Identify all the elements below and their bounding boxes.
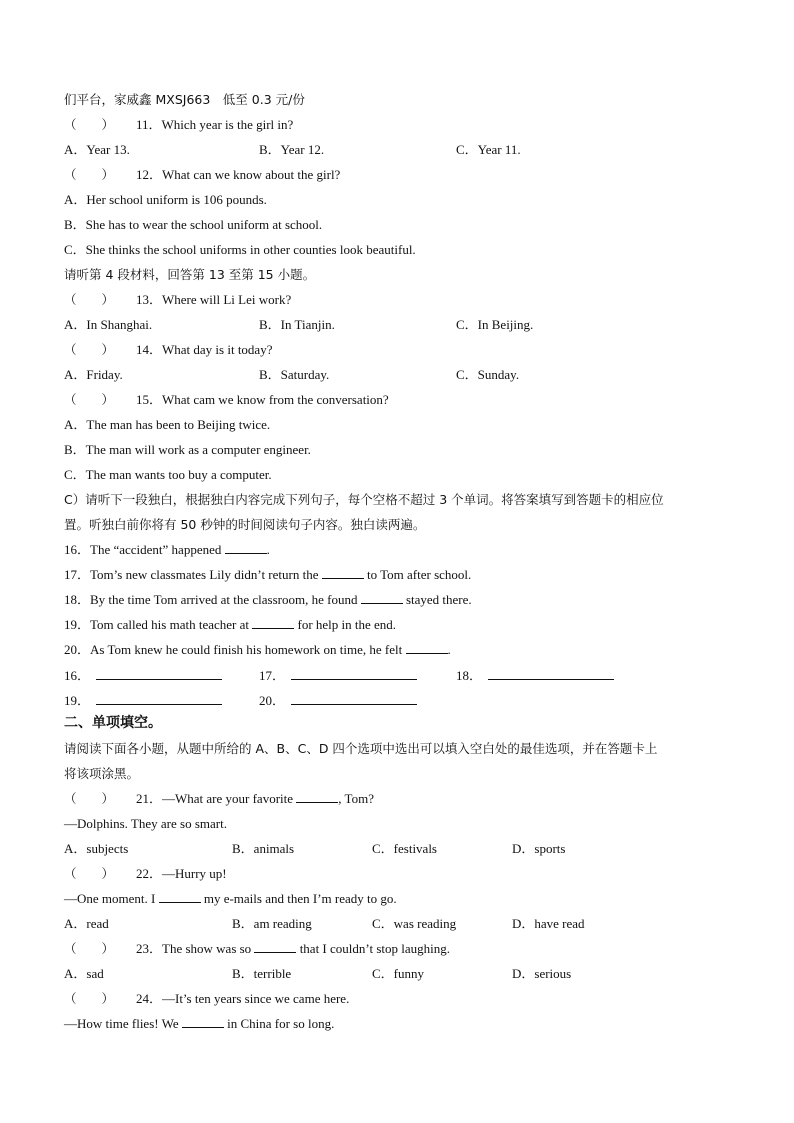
option-a: A．Year 13. bbox=[64, 142, 130, 157]
answer-line-17 bbox=[259, 666, 417, 685]
fill-blank[interactable] bbox=[322, 566, 364, 579]
reply-text: —How time flies! We bbox=[64, 1016, 179, 1031]
question-text: 13．Where will Li Lei work? bbox=[136, 292, 292, 307]
question-text-end: that I couldn’t stop laughing. bbox=[299, 941, 451, 956]
option-a: A．sad bbox=[64, 966, 104, 981]
sentence-17 bbox=[64, 566, 471, 584]
sentence-text-end: . bbox=[447, 642, 451, 657]
option-b: B．The man will work as a computer engineer. bbox=[64, 442, 311, 457]
question-text: 24．—It’s ten years since we came here. bbox=[136, 991, 350, 1006]
sentence-19 bbox=[64, 616, 396, 634]
question-11 bbox=[64, 116, 293, 134]
option-a: A．read bbox=[64, 916, 109, 931]
option-d: D．sports bbox=[512, 841, 566, 856]
question-12 bbox=[64, 166, 340, 184]
option-a: A．Her school uniform is 106 pounds. bbox=[64, 192, 267, 207]
option-b: B．In Tianjin. bbox=[259, 317, 335, 332]
answer-number: 16． bbox=[64, 668, 91, 683]
sentence-text-end: to Tom after school. bbox=[366, 567, 472, 582]
fill-blank[interactable] bbox=[406, 641, 448, 654]
option-c: C．festivals bbox=[372, 841, 437, 856]
question-text: 11．Which year is the girl in? bbox=[136, 117, 294, 132]
option-c: C．was reading bbox=[372, 916, 457, 931]
sentence-20 bbox=[64, 641, 451, 659]
option-b: B．Saturday. bbox=[259, 367, 330, 382]
answer-paren[interactable]: （ ） bbox=[64, 167, 115, 182]
fill-blank bbox=[296, 790, 338, 803]
question-13 bbox=[64, 291, 291, 309]
option-c: C．She thinks the school uniforms in other counties look beautiful. bbox=[64, 242, 416, 257]
answer-number: 20． bbox=[259, 693, 286, 708]
option-d: D．serious bbox=[512, 966, 572, 981]
question-text-end: , Tom? bbox=[338, 791, 374, 806]
option-a: A．subjects bbox=[64, 841, 129, 856]
fill-blank[interactable] bbox=[252, 616, 294, 629]
option-d: D．have read bbox=[512, 916, 585, 931]
section2-instruction-2: 将该项涂黑。 bbox=[64, 766, 140, 781]
answer-line-18 bbox=[456, 666, 614, 685]
answer-paren[interactable]: （ ） bbox=[64, 342, 115, 357]
answer-paren[interactable]: （ ） bbox=[64, 991, 115, 1006]
question-15 bbox=[64, 391, 389, 409]
answer-blank[interactable] bbox=[96, 691, 222, 705]
question-24 bbox=[64, 990, 349, 1008]
reply-text-end: my e-mails and then I’m ready to go. bbox=[203, 891, 397, 906]
reply-line: —Dolphins. They are so smart. bbox=[64, 816, 227, 831]
answer-blank[interactable] bbox=[291, 691, 417, 705]
answer-paren[interactable]: （ ） bbox=[64, 941, 115, 956]
answer-paren[interactable]: （ ） bbox=[64, 791, 115, 806]
question-14 bbox=[64, 341, 272, 359]
question-text: 23．The show was so bbox=[136, 941, 252, 956]
answer-blank[interactable] bbox=[96, 666, 222, 680]
section2-instruction-1: 请阅读下面各小题，从题中所给的 A、B、C、D 四个选项中选出可以填入空白处的最佳选项，并在答题卡上 bbox=[64, 741, 658, 756]
top-line: 们平台，家威鑫 MXSJ663 低至 0.3 元/份 bbox=[64, 92, 305, 107]
answer-paren[interactable]: （ ） bbox=[64, 117, 115, 132]
sentence-text: 20．As Tom knew he could finish his homework on time, he felt bbox=[64, 642, 403, 657]
reply-line bbox=[64, 1015, 334, 1033]
reply-text: —One moment. I bbox=[64, 891, 156, 906]
fill-blank[interactable] bbox=[361, 591, 403, 604]
option-a: A．In Shanghai. bbox=[64, 317, 153, 332]
answer-line-16 bbox=[64, 666, 222, 685]
sentence-text: 18．By the time Tom arrived at the classroom, he found bbox=[64, 592, 358, 607]
sentence-text: 19．Tom called his math teacher at bbox=[64, 617, 249, 632]
answer-line-20 bbox=[259, 691, 417, 710]
answer-blank[interactable] bbox=[291, 666, 417, 680]
answer-number: 18． bbox=[456, 668, 483, 683]
option-a: A．The man has been to Beijing twice. bbox=[64, 417, 271, 432]
fill-blank bbox=[254, 940, 296, 953]
option-c: C．Year 11. bbox=[456, 142, 521, 157]
question-text: 12．What can we know about the girl? bbox=[136, 167, 341, 182]
sentence-text: 16．The “accident” happened bbox=[64, 542, 222, 557]
question-text: 14．What day is it today? bbox=[136, 342, 273, 357]
question-23 bbox=[64, 940, 450, 958]
question-text: 15．What cam we know from the conversation? bbox=[136, 392, 389, 407]
sentence-18 bbox=[64, 591, 472, 609]
question-21 bbox=[64, 790, 374, 808]
option-b: B．am reading bbox=[232, 916, 312, 931]
option-b: B．She has to wear the school uniform at school. bbox=[64, 217, 323, 232]
reply-line bbox=[64, 890, 397, 908]
answer-paren[interactable]: （ ） bbox=[64, 866, 115, 881]
option-a: A．Friday. bbox=[64, 367, 123, 382]
answer-paren[interactable]: （ ） bbox=[64, 292, 115, 307]
option-b: B．Year 12. bbox=[259, 142, 325, 157]
option-c: C．Sunday. bbox=[456, 367, 520, 382]
option-c: C．The man wants too buy a computer. bbox=[64, 467, 272, 482]
section4-instruction: 请听第 4 段材料，回答第 13 至第 15 小题。 bbox=[64, 267, 316, 282]
fill-blank[interactable] bbox=[225, 541, 267, 554]
option-b: B．terrible bbox=[232, 966, 292, 981]
part-c-instruction-1: C）请听下一段独白，根据独白内容完成下列句子，每个空格不超过 3 个单词。将答案填写到答题卡的相应位 bbox=[64, 492, 664, 507]
fill-blank bbox=[159, 890, 201, 903]
answer-paren[interactable]: （ ） bbox=[64, 392, 115, 407]
sentence-16 bbox=[64, 541, 270, 559]
option-c: C．funny bbox=[372, 966, 425, 981]
sentence-text-end: stayed there. bbox=[405, 592, 472, 607]
option-c: C．In Beijing. bbox=[456, 317, 534, 332]
section-heading: 二、单项填空。 bbox=[64, 715, 162, 731]
option-b: B．animals bbox=[232, 841, 295, 856]
sentence-text-end: . bbox=[266, 542, 270, 557]
question-text: 21．—What are your favorite bbox=[136, 791, 294, 806]
question-text: 22．—Hurry up! bbox=[136, 866, 227, 881]
fill-blank bbox=[182, 1015, 224, 1028]
part-c-instruction-2: 置。听独白前你将有 50 秒钟的时间阅读句子内容。独白读两遍。 bbox=[64, 517, 426, 532]
answer-number: 19． bbox=[64, 693, 91, 708]
answer-blank[interactable] bbox=[488, 666, 614, 680]
answer-number: 17． bbox=[259, 668, 286, 683]
sentence-text: 17．Tom’s new classmates Lily didn’t return the bbox=[64, 567, 319, 582]
sentence-text-end: for help in the end. bbox=[297, 617, 397, 632]
answer-line-19 bbox=[64, 691, 222, 710]
question-22 bbox=[64, 865, 227, 883]
reply-text-end: in China for so long. bbox=[227, 1016, 335, 1031]
